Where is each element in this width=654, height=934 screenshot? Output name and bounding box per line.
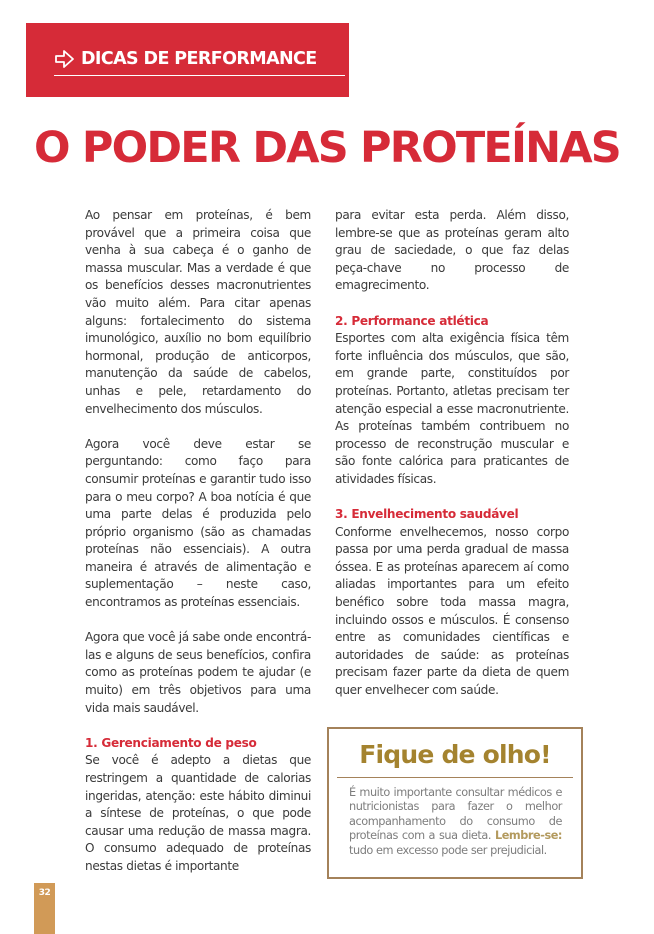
tip-text-end: tudo em excesso pode ser prejudicial. [349, 843, 547, 857]
tip-box [327, 727, 583, 879]
paragraph-athletic-performance: Esportes com alta exigência física têm forte influência dos músculos, que são, em grande parte, constituídos por proteínas. Portanto, atletas precisam ter atenção especial a esse macronutriente. As proteínas também contribuem no processo de reconstrução muscular e são fonte calórica para praticantes de atividades físicas. [335, 331, 569, 486]
paragraph-intro: Ao pensar em proteínas, é bem provável que a primeira coisa que venha à sua cabeça é o ganho de massa muscular. Mas a verdade é que os benefícios desses macronutrientes vão muito além. Para citar apenas alguns: fortalecimento do sistema imunológico, auxílio no bom equilíbrio hormonal, produção de anticorpos, manutenção da saúde de cabelos, unhas e pele, retardamento do envelhecimento dos músculos. [85, 208, 311, 416]
tip-text-main: É muito importante consultar médicos e nutricionistas para fazer o melhor acompanhamento do consumo de proteínas com a sua dieta. [349, 786, 562, 843]
paragraph-weight-management-cont: para evitar esta perda. Além disso, lembre-se que as proteínas geram alto grau de saciedade, o que faz delas peça-chave no processo de emagrecimento. [335, 208, 569, 293]
subheading-healthy-aging: 3. Envelhecimento saudável [335, 507, 519, 522]
paragraph-healthy-aging: Conforme envelhecemos, nosso corpo passa por uma perda gradual de massa óssea. E as proteínas aparecem aí como aliadas importantes para um efeito benéfico sobre toda massa magra, incluindo ossos e músculos. É consenso entre as comunidades científicas e autoridades de saúde: as proteínas precisam fazer parte da dieta de quem quer envelhecer com saúde. [335, 524, 569, 698]
paragraph-weight-management: Se você é adepto a dietas que restringem a quantidade de calorias ingeridas, atenção: este hábito diminui a síntese de proteínas, o que pode causar uma redução de massa magra. O consumo adequado de proteínas nestas dietas é importante [85, 753, 311, 873]
page-number: 32 [38, 888, 51, 898]
page-number-tab [34, 883, 55, 934]
tip-divider [337, 777, 573, 778]
section-label-underline [54, 75, 345, 76]
tip-text [349, 786, 562, 858]
subheading-weight-management: 1. Gerenciamento de peso [85, 735, 257, 750]
tip-highlight: Lembre-se: [494, 829, 562, 843]
section-label: DICAS DE PERFORMANCE [81, 49, 317, 69]
section-banner [26, 23, 349, 97]
article-column-left [85, 207, 311, 876]
section-label-row [54, 45, 319, 73]
subheading-athletic-performance: 2. Performance atlética [335, 313, 489, 328]
tip-title: Fique de olho! [359, 740, 551, 769]
paragraph-objectives: Agora que você já sabe onde encontrá-las e alguns de seus benefícios, confira como as proteínas podem te ajudar (e muito) em três objetivos para uma vida mais saudável. [85, 630, 311, 715]
paragraph-consumption: Agora você deve estar se perguntando: como faço para consumir proteínas e garantir tudo isso para o meu corpo? A boa notícia é que uma parte delas é produzida pelo próprio organismo (são as chamadas proteínas não essenciais). A outra maneira é através de alimentação e suplementação – neste caso, encontramos as proteínas essenciais. [85, 436, 311, 610]
arrow-right-outline-icon [54, 48, 76, 70]
page-title: O PODER DAS PROTEÍNAS [34, 123, 620, 173]
article-column-right [335, 207, 569, 700]
